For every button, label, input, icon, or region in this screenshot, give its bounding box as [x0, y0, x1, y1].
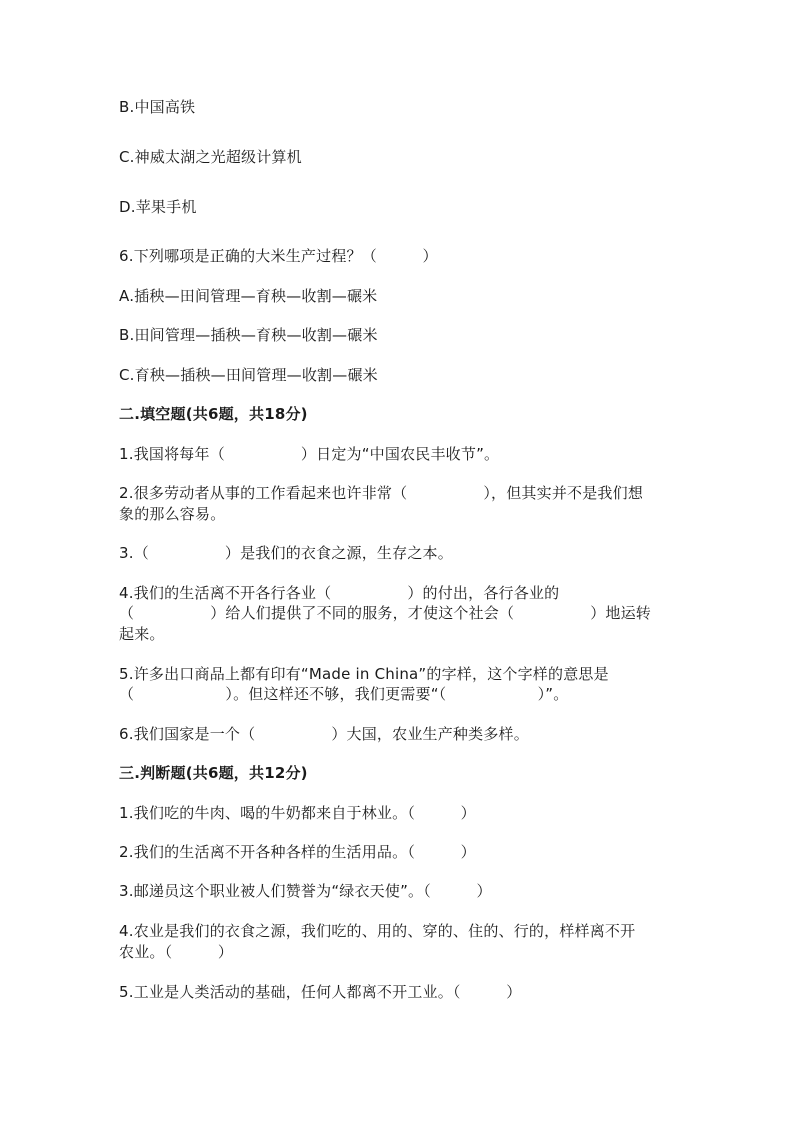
judge-question-3: 3.邮递员这个职业被人们赞誉为“绿衣天使”。（ ） — [119, 882, 492, 900]
judge-question-2: 2.我们的生活离不开各种各样的生活用品。（ ） — [119, 843, 476, 861]
fill-question-5-line-1: 5.许多出口商品上都有印有“Made in China”的字样，这个字样的意思是 — [119, 665, 609, 683]
judge-question-5: 5.工业是人类活动的基础，任何人都离不开工业。（ ） — [119, 983, 522, 1001]
q6-option-c: C.育秧—插秧—田间管理—收割—碾米 — [119, 366, 378, 384]
judge-question-1: 1.我们吃的牛肉、喝的牛奶都来自于林业。（ ） — [119, 804, 476, 822]
judge-question-4-line-2: 农业。（ ） — [119, 943, 234, 961]
fill-question-3: 3.（ ）是我们的衣食之源，生存之本。 — [119, 544, 453, 562]
fill-question-4-line-1: 4.我们的生活离不开各行各业（ ）的付出，各行各业的 — [119, 584, 560, 602]
fill-question-6: 6.我们国家是一个（ ）大国，农业生产种类多样。 — [119, 725, 529, 743]
fill-question-4-line-3: 起来。 — [119, 625, 165, 643]
q6-option-b: B.田间管理—插秧—育秧—收割—碾米 — [119, 326, 378, 344]
fill-question-5-line-2: （ ）。但这样还不够，我们更需要“（ ）”。 — [119, 685, 569, 703]
q6-option-a: A.插秧—田间管理—育秧—收割—碾米 — [119, 287, 378, 305]
fill-question-2-line-2: 象的那么容易。 — [119, 505, 226, 523]
question-6-text: 6.下列哪项是正确的大米生产过程？（ ） — [119, 247, 438, 265]
fill-question-1: 1.我国将每年（ ）日定为“中国农民丰收节”。 — [119, 445, 500, 463]
option-d-text: D.苹果手机 — [119, 198, 197, 216]
section-2-heading: 二.填空题(共6题，共18分) — [119, 405, 308, 423]
fill-question-2-line-1: 2.很多劳动者从事的工作看起来也许非常（ ），但其实并不是我们想 — [119, 484, 644, 502]
judge-question-4-line-1: 4.农业是我们的衣食之源，我们吃的、用的、穿的、住的、行的，样样离不开 — [119, 922, 636, 940]
section-3-heading: 三.判断题(共6题，共12分) — [119, 764, 308, 782]
option-c-text: C.神威太湖之光超级计算机 — [119, 148, 302, 166]
fill-question-4-line-2: （ ）给人们提供了不同的服务，才使这个社会（ ）地运转 — [119, 604, 652, 622]
option-b-text: B.中国高铁 — [119, 98, 196, 116]
